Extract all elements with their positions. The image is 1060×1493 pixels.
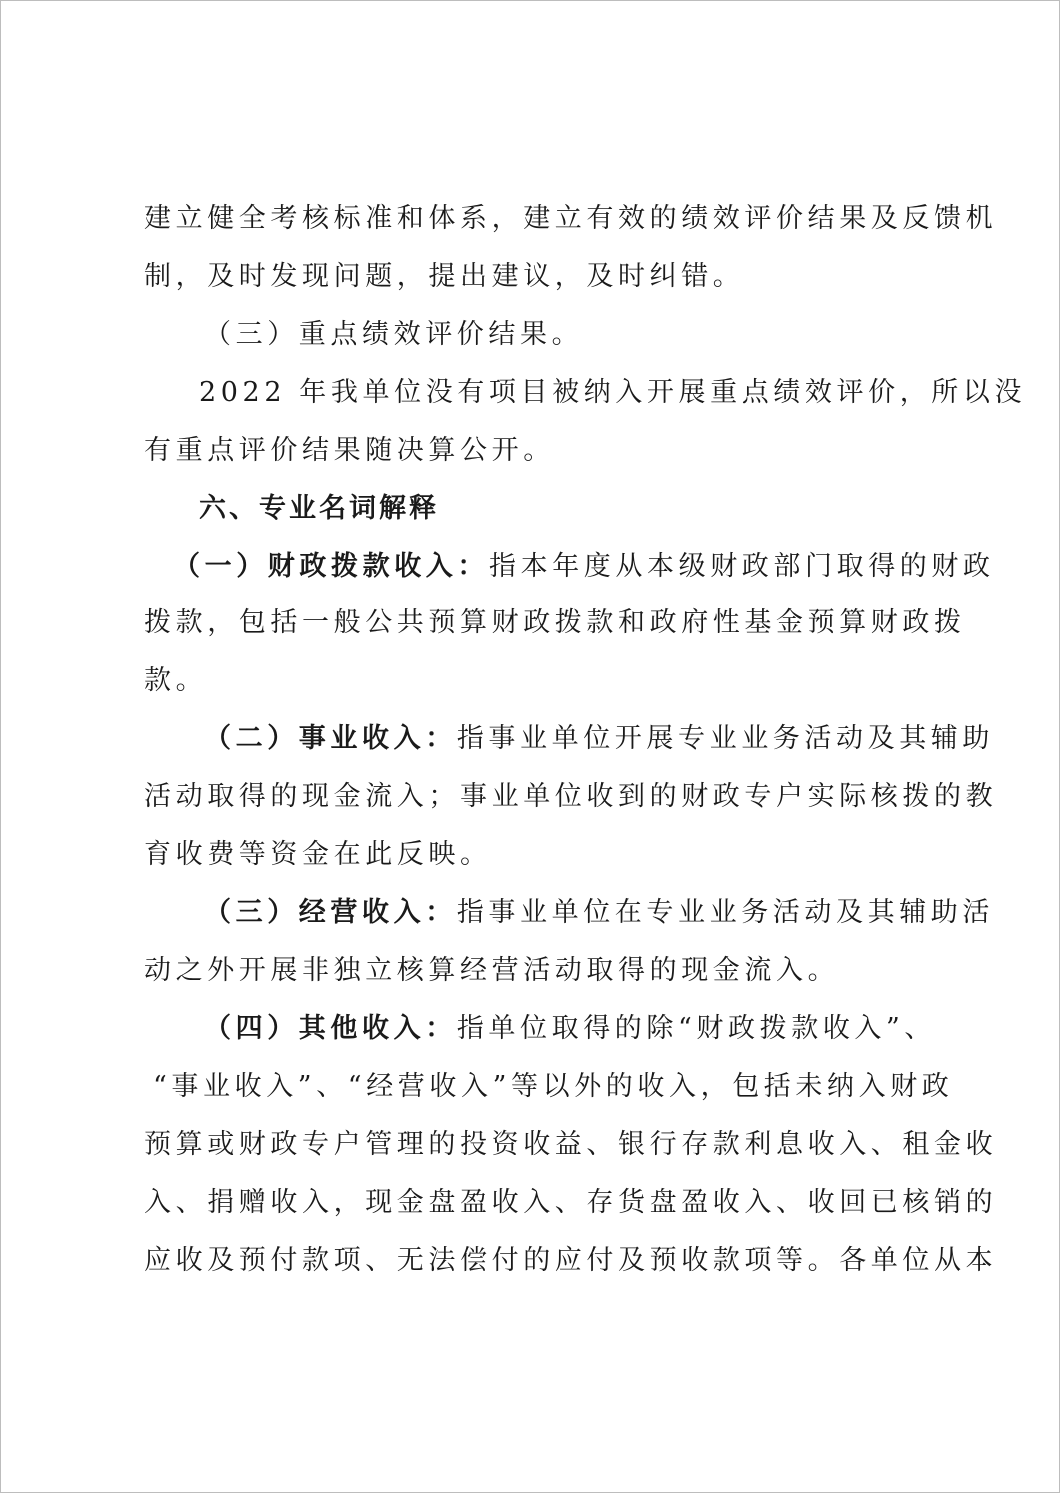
paragraph-line: 预算或财政专户管理的投资收益、银行存款利息收入、租金收 [144, 1129, 998, 1160]
term-definition: 指本年度从本级财政部门取得的财政 [489, 551, 995, 582]
paragraph-line: 款。 [144, 665, 208, 696]
paragraph-line: 2022 年我单位没有项目被纳入开展重点绩效评价，所以没 [199, 377, 1027, 408]
term-label: （四）其他收入： [204, 1013, 457, 1044]
paragraph-line: 拨款，包括一般公共预算财政拨款和政府性基金预算财政拨 [144, 607, 966, 638]
paragraph-line: 动之外开展非独立核算经营活动取得的现金流入。 [144, 955, 840, 986]
paragraph-line: 制，及时发现问题，提出建议，及时纠错。 [144, 261, 745, 292]
term-label: （二）事业收入： [204, 723, 457, 754]
section-subheading: （三）重点绩效评价结果。 [204, 319, 584, 350]
term-line [173, 547, 995, 587]
section-heading: 六、专业名词解释 [199, 493, 439, 524]
term-definition: 指单位取得的除“财政拨款收入”、 [456, 1013, 937, 1044]
term-definition: 指事业单位开展专业业务活动及其辅助 [456, 723, 995, 754]
term-line [204, 893, 995, 933]
paragraph-line: 应收及预付款项、无法偿付的应付及预收款项等。各单位从本 [144, 1245, 998, 1276]
term-line [204, 719, 995, 759]
term-line [204, 1009, 974, 1049]
paragraph-line: 活动取得的现金流入；事业单位收到的财政专户实际核拨的教 [144, 781, 998, 812]
paragraph-line: 建立健全考核标准和体系，建立有效的绩效评价结果及反馈机 [144, 203, 998, 234]
paragraph-line: 育收费等资金在此反映。 [144, 839, 492, 870]
term-label: （三）经营收入： [204, 897, 457, 928]
paragraph-line: 有重点评价结果随决算公开。 [144, 435, 555, 466]
paragraph-line: “事业收入”、“经营收入”等以外的收入，包括未纳入财政 [153, 1071, 954, 1102]
paragraph-line: 入、捐赠收入，现金盘盈收入、存货盘盈收入、收回已核销的 [144, 1187, 998, 1218]
term-label: （一）财政拨款收入： [173, 551, 489, 582]
term-definition: 指事业单位在专业业务活动及其辅助活 [456, 897, 995, 928]
